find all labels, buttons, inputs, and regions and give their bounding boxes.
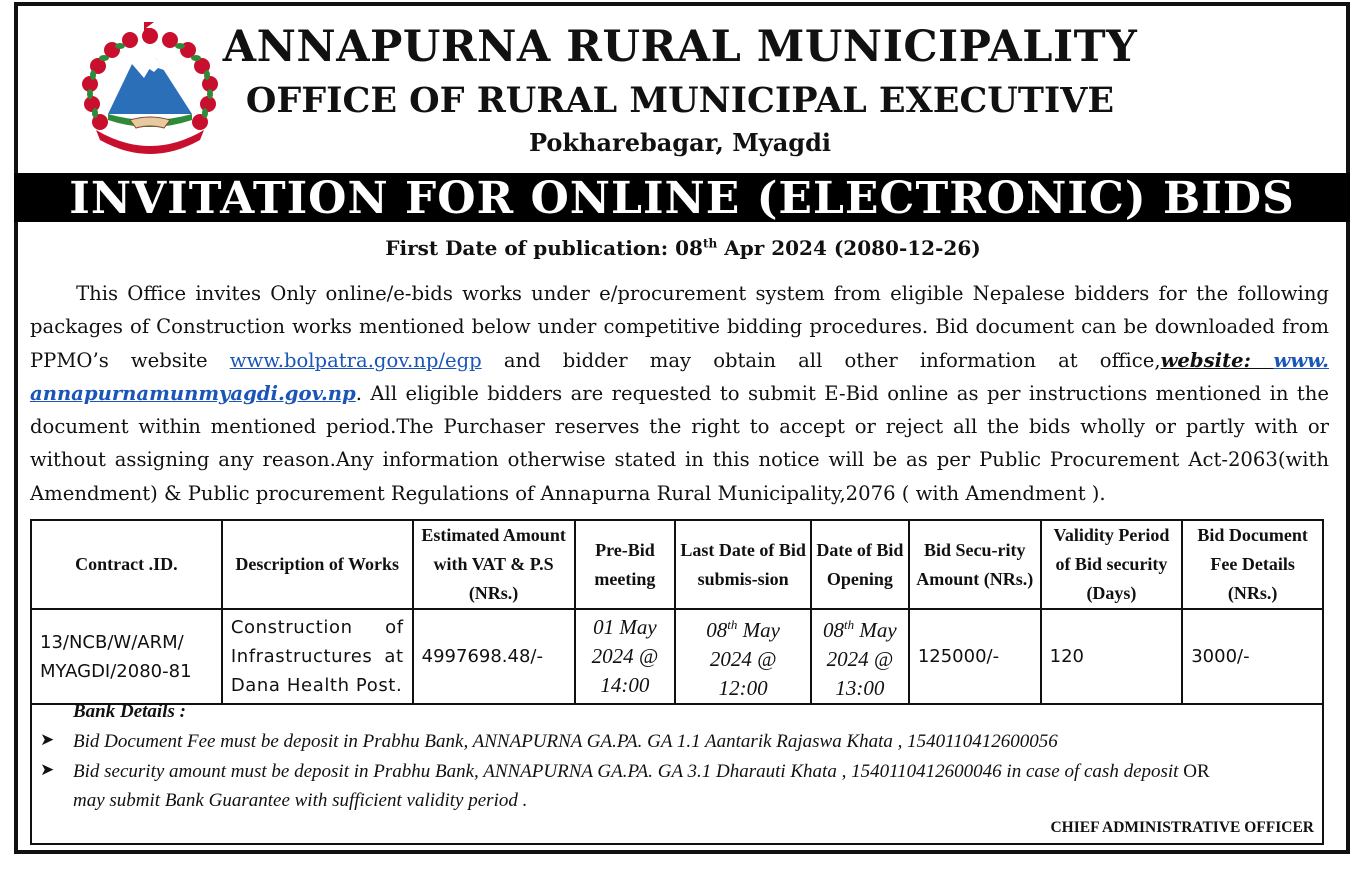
bank-item-doc-fee: Bid Document Fee must be deposit in Prabhu Bank, ANNAPURNA GA.PA. GA 1.1 Aantarik Rajaswa Khata , 1540110412600056	[73, 731, 1058, 752]
bolpatra-link[interactable]: www.bolpatra.gov.np/egp	[229, 348, 482, 372]
col-header: Bid Document Fee Details (NRs.)	[1182, 520, 1323, 609]
opening-date-cell: 08th May 2024 @ 13:00	[811, 609, 909, 704]
col-header: Last Date of Bid submis-sion	[675, 520, 811, 609]
signatory-title: CHIEF ADMINISTRATIVE OFFICER	[1050, 819, 1314, 836]
table-header-row	[31, 520, 1323, 609]
col-header: Estimated Amount with VAT & P.S (NRs.)	[413, 520, 575, 609]
contract-id-cell: 13/NCB/W/ARM/ MYAGDI/2080-81	[31, 609, 222, 704]
bid-security-cell: 125000/-	[909, 609, 1041, 704]
arrow-bullet-icon: ➤	[40, 730, 55, 749]
col-header: Pre-Bid meeting	[575, 520, 676, 609]
col-header: Bid Secu-rity Amount (NRs.)	[909, 520, 1041, 609]
website-label: website:	[1160, 348, 1274, 372]
bank-details-title: Bank Details :	[73, 701, 186, 722]
prebid-cell: 01 May 2024 @ 14:00	[575, 609, 676, 704]
table-row	[31, 609, 1323, 704]
municipality-title: ANNAPURNA RURAL MUNICIPALITY	[222, 22, 1138, 72]
validity-cell: 120	[1041, 609, 1183, 704]
submission-date-cell: 08th May 2024 @ 12:00	[675, 609, 811, 704]
col-header: Validity Period of Bid security (Days)	[1041, 520, 1183, 609]
doc-fee-cell: 3000/-	[1182, 609, 1323, 704]
municipality-website-link[interactable]: www. annapurnamunmyagdi.gov.np	[30, 348, 1329, 405]
notice-banner: INVITATION FOR ONLINE (ELECTRONIC) BIDS	[14, 173, 1350, 222]
bank-item-bid-security: Bid security amount must be deposit in Prabhu Bank, ANNAPURNA GA.PA. GA 3.1 Dharauti Khata , 1540110412600046 in case of cash deposit OR may submit Bank Guarantee with sufficient validity period .	[73, 761, 1210, 811]
col-header: Date of Bid Opening	[811, 520, 909, 609]
notice-text-3: . All eligible bidders are requested to submit E-Bid online as per instructions mentioned in the document within mentioned period.The Purchaser reserves the right to accept or reject all the bids wholly or partly with or without assigning any reason.Any information otherwise stated in this notice will be as per Public Procurement Act-2063(with Amendment) & Public procurement Regulations of Annapurna Rural Municipality,2076 ( with Amendment ).	[30, 381, 1329, 505]
bank-details-box	[30, 697, 1324, 845]
notice-text-2: and bidder may obtain all other information at office,	[481, 348, 1161, 372]
office-location: Pokharebagar, Myagdi	[529, 128, 831, 157]
estimated-amount-cell: 4997698.48/-	[413, 609, 575, 704]
arrow-bullet-icon: ➤	[40, 760, 55, 779]
bids-table	[30, 519, 1324, 705]
office-title: OFFICE OF RURAL MUNICIPAL EXECUTIVE	[245, 80, 1115, 121]
notice-body	[30, 277, 1329, 510]
col-header: Description of Works	[222, 520, 413, 609]
notice-text-1: This Office invites Only online/e-bids works under e/procurement system from eligible Nepalese bidders for the following packages of Construction works mentioned below under competitive bidding procedures. Bid document can be downloaded from PPMO’s website	[30, 282, 1329, 372]
publication-date: First Date of publication: 08th Apr 2024 (2080-12-26)	[385, 236, 981, 260]
col-header: Contract .ID.	[31, 520, 222, 609]
description-cell: Construction of Infrastructures at Dana Health Post.	[222, 609, 413, 704]
